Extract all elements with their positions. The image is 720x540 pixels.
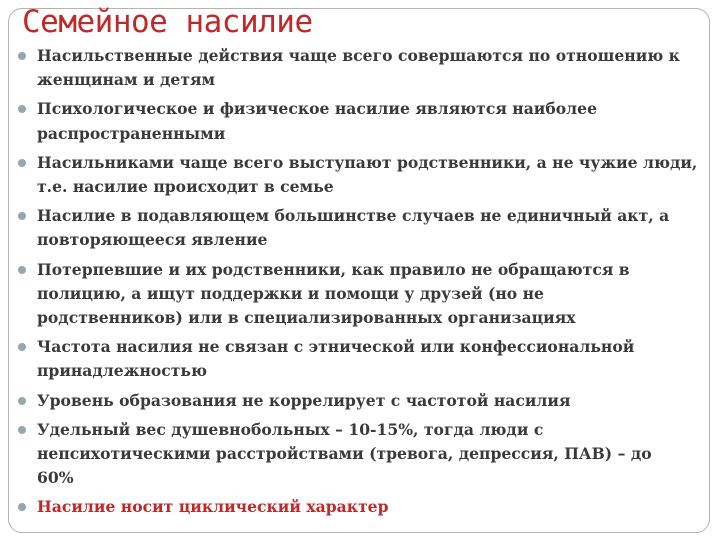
bullet-dot-icon	[18, 503, 26, 511]
bullet-line: Удельный вес душевнобольных – 10-15%, тогда люди с	[37, 419, 544, 439]
bullet-line: Насильственные действия чаще всего совершаются по отношению к	[37, 46, 680, 65]
bullet-line: Уровень образования не коррелирует с частотой насилия	[37, 390, 571, 410]
bullet-line: повторяющееся явление	[37, 230, 268, 250]
bullet-dot-icon	[18, 52, 26, 60]
bullet-dot-icon	[18, 343, 26, 351]
bullet-line: Насилие носит циклический характер	[37, 497, 389, 517]
bullet-line: женщинам и детям	[37, 70, 216, 90]
bullet-dot-icon	[18, 159, 26, 167]
bullet-line: 60%	[37, 468, 74, 488]
bullet-item	[0, 389, 720, 413]
bullet-dot-icon	[18, 266, 26, 274]
bullet-item	[0, 258, 720, 331]
bullet-line: родственников) или в специализированных организациях	[37, 308, 576, 328]
bullet-list	[0, 44, 720, 520]
slide-title: Семейное насилие	[22, 4, 313, 40]
bullet-dot-icon	[18, 397, 26, 405]
bullet-line: Психологическое и физическое насилие являются наиболее	[37, 99, 598, 119]
bullet-line: т.е. насилие происходит в семье	[37, 177, 334, 197]
bullet-line: Частота насилия не связан с этнической или конфессиональной	[37, 337, 635, 357]
bullet-dot-icon	[18, 105, 26, 113]
bullet-dot-icon	[18, 212, 26, 220]
bullet-line: распространенными	[37, 123, 226, 143]
bullet-item	[0, 335, 720, 383]
bullet-item	[0, 204, 720, 252]
bullet-line: Насильниками чаще всего выступают родственники, а не чужие люди,	[37, 152, 698, 172]
bullet-item	[0, 97, 720, 145]
bullet-line: полицию, а ищут поддержки и помощи у друзей (но не	[37, 283, 544, 303]
bullet-item-highlight	[0, 495, 720, 519]
bullet-item	[0, 44, 720, 92]
bullet-line: Потерпевшие и их родственники, как правило не обращаются в	[37, 259, 630, 279]
bullet-item	[0, 151, 720, 199]
bullet-dot-icon	[18, 426, 26, 434]
bullet-line: непсихотическими расстройствами (тревога, депрессия, ПАВ) – до	[37, 444, 652, 464]
bullet-item	[0, 418, 720, 491]
bullet-line: Насилие в подавляющем большинстве случаев не единичный акт, а	[37, 206, 670, 226]
bullet-line: принадлежностью	[37, 361, 208, 381]
